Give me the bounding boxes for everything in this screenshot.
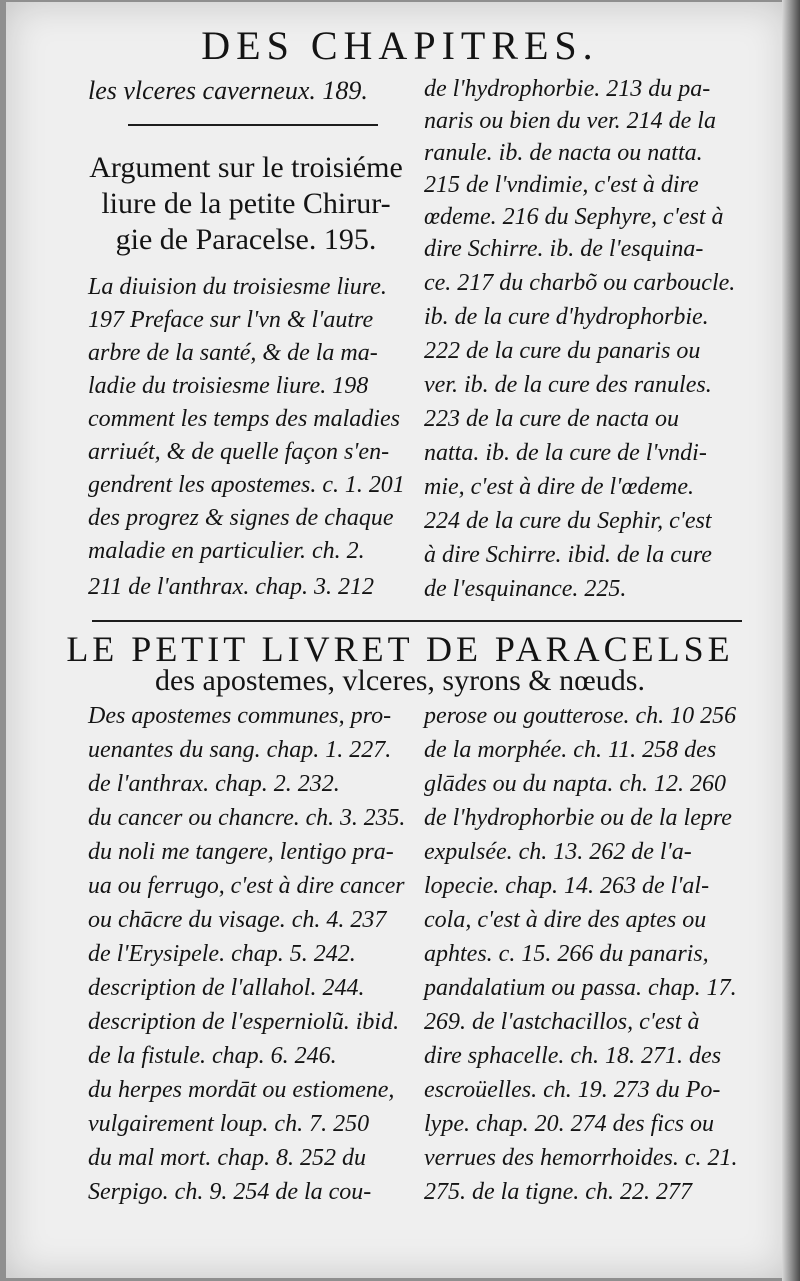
toc-line: 222 de la cure du panaris ou bbox=[424, 338, 701, 364]
argument-line: Argument sur le troisiéme bbox=[89, 151, 403, 184]
toc-line: du herpes mordāt ou estiomene, bbox=[88, 1077, 395, 1103]
toc-line: natta. ib. de la cure de l'vndi- bbox=[424, 440, 707, 466]
toc-line: de l'anthrax. chap. 2. 232. bbox=[88, 771, 340, 797]
toc-line: maladie en particulier. ch. 2. bbox=[88, 538, 365, 564]
toc-line: escroüelles. ch. 19. 273 du Po- bbox=[424, 1077, 721, 1103]
toc-line: 223 de la cure de nacta ou bbox=[424, 406, 680, 432]
toc-line: lopecie. chap. 14. 263 de l'al- bbox=[424, 873, 710, 899]
divider-rule bbox=[128, 124, 378, 126]
toc-line: arbre de la santé, & de la ma- bbox=[88, 340, 378, 366]
toc-line: 197 Preface sur l'vn & l'autre bbox=[88, 307, 374, 333]
toc-line: Des apostemes communes, pro- bbox=[88, 703, 392, 729]
toc-line: cola, c'est à dire des aptes ou bbox=[424, 907, 707, 933]
toc-line-first: les vlceres caverneux. 189. bbox=[88, 76, 368, 105]
toc-line: de l'Erysipele. chap. 5. 242. bbox=[88, 941, 356, 967]
toc-line: dire sphacelle. ch. 18. 271. des bbox=[424, 1043, 722, 1069]
toc-line: de l'esquinance. 225. bbox=[424, 576, 627, 602]
section-divider bbox=[92, 620, 742, 622]
toc-line: La diuision du troisiesme liure. bbox=[88, 274, 387, 300]
toc-line: du mal mort. chap. 8. 252 du bbox=[88, 1145, 366, 1171]
toc-line: description de l'allahol. 244. bbox=[88, 975, 365, 1001]
toc-line: vulgairement loup. ch. 7. 250 bbox=[88, 1111, 370, 1137]
toc-line: 269. de l'astchacillos, c'est à bbox=[424, 1009, 700, 1035]
toc-line: ua ou ferrugo, c'est à dire cancer bbox=[88, 873, 405, 899]
toc-line: uenantes du sang. chap. 1. 227. bbox=[88, 737, 392, 763]
argument-line: gie de Paracelse. 195. bbox=[115, 223, 377, 256]
toc-line: de la fistule. chap. 6. 246. bbox=[88, 1043, 337, 1069]
toc-line: de l'hydrophorbie ou de la lepre bbox=[424, 805, 732, 831]
toc-line: glādes ou du napta. ch. 12. 260 bbox=[424, 771, 726, 797]
running-title: DES CHAPITRES. bbox=[201, 23, 599, 68]
toc-line: aphtes. c. 15. 266 du panaris, bbox=[424, 941, 709, 967]
toc-line: ce. 217 du charbõ ou carboucle. bbox=[424, 270, 736, 296]
toc-line: verrues des hemorrhoides. c. 21. bbox=[424, 1145, 738, 1171]
toc-line: œdeme. 216 du Sephyre, c'est à bbox=[424, 204, 724, 230]
toc-line: 224 de la cure du Sephir, c'est bbox=[424, 508, 712, 534]
toc-line: ranule. ib. de nacta ou natta. bbox=[424, 140, 703, 166]
toc-line: des progrez & signes de chaque bbox=[88, 505, 394, 531]
argument-heading bbox=[86, 150, 406, 258]
toc-line: du noli me tangere, lentigo pra- bbox=[88, 839, 394, 865]
toc-line: du cancer ou chancre. ch. 3. 235. bbox=[88, 805, 406, 831]
toc-line: Serpigo. ch. 9. 254 de la cou- bbox=[88, 1179, 372, 1205]
toc-line: à dire Schirre. ibid. de la cure bbox=[424, 542, 712, 568]
toc-line: mie, c'est à dire de l'œdeme. bbox=[424, 474, 694, 500]
toc-line: perose ou goutterose. ch. 10 256 bbox=[424, 703, 737, 729]
toc-line: description de l'esperniolũ. ibid. bbox=[88, 1009, 400, 1035]
toc-line: arriuét, & de quelle façon s'en- bbox=[88, 439, 390, 465]
toc-line: naris ou bien du ver. 214 de la bbox=[424, 108, 716, 134]
argument-line: liure de la petite Chirur- bbox=[101, 187, 391, 220]
toc-line: ver. ib. de la cure des ranules. bbox=[424, 372, 712, 398]
toc-line: ib. de la cure d'hydrophorbie. bbox=[424, 304, 709, 330]
toc-line: comment les temps des maladies bbox=[88, 406, 400, 432]
toc-line: 211 de l'anthrax. chap. 3. 212 bbox=[88, 574, 374, 600]
toc-line: de la morphée. ch. 11. 258 des bbox=[424, 737, 717, 763]
toc-line: 275. de la tigne. ch. 22. 277 bbox=[424, 1179, 692, 1205]
section-subtitle: des apostemes, vlceres, syrons & nœuds. bbox=[155, 664, 645, 697]
toc-line: de l'hydrophorbie. 213 du pa- bbox=[424, 76, 711, 102]
toc-line: lype. chap. 20. 274 des fics ou bbox=[424, 1111, 714, 1137]
toc-line: dire Schirre. ib. de l'esquina- bbox=[424, 236, 704, 262]
toc-line: expulsée. ch. 13. 262 de l'a- bbox=[424, 839, 692, 865]
toc-line: gendrent les apostemes. c. 1. 201 bbox=[88, 472, 405, 498]
toc-line: pandalatium ou passa. chap. 17. bbox=[424, 975, 737, 1001]
toc-line: ladie du troisiesme liure. 198 bbox=[88, 373, 369, 399]
toc-line: ou chācre du visage. ch. 4. 237 bbox=[88, 907, 387, 933]
section-title: LE PETIT LIVRET DE PARACELSE bbox=[66, 629, 734, 669]
toc-line: 215 de l'vndimie, c'est à dire bbox=[424, 172, 699, 198]
